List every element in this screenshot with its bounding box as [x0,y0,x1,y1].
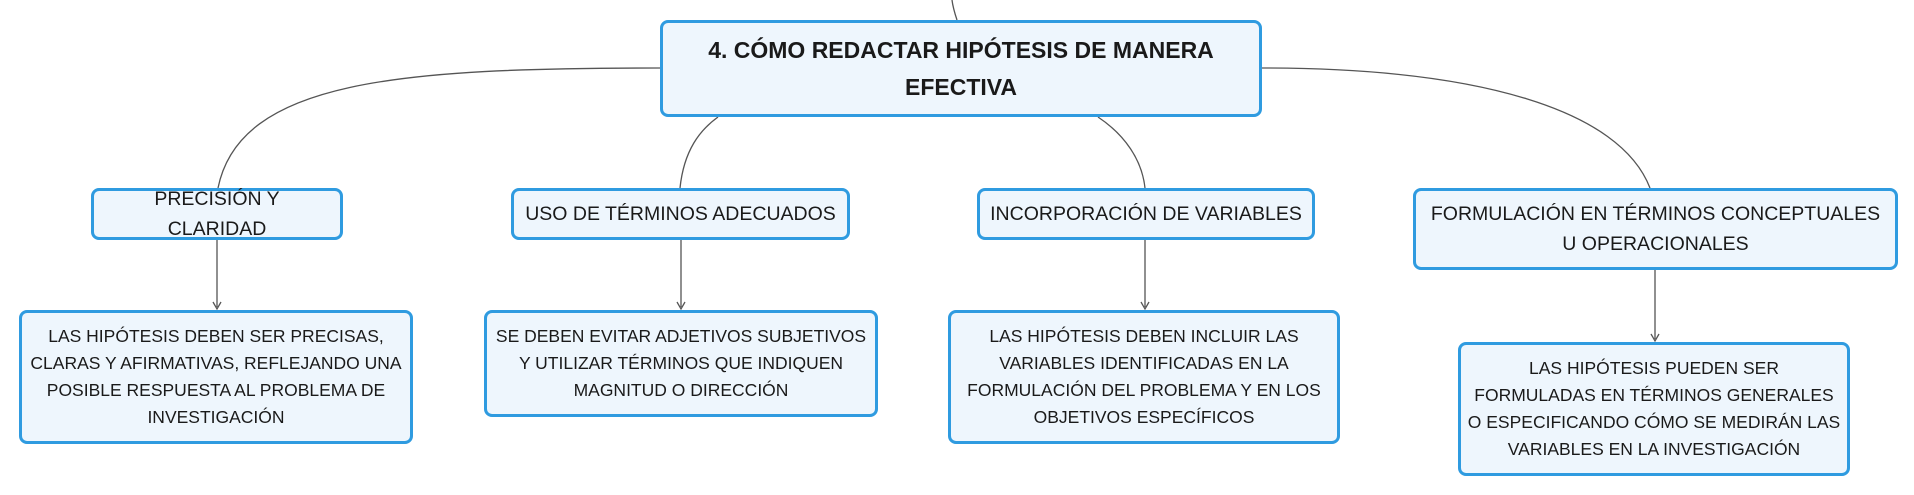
detail-text: LAS HIPÓTESIS PUEDEN SER FORMULADAS EN TÉRMINOS GENERALES O ESPECIFICANDO CÓMO SE MEDIRÁN LAS VARIABLES EN LA INVESTIGACIÓN [1467,358,1841,459]
arrowhead [213,302,221,309]
branch-title: USO DE TÉRMINOS ADECUADOS [525,203,836,225]
detail-node-terms[interactable] [484,310,878,417]
connector-root-to-formulation [1262,68,1650,188]
detail-text: SE DEBEN EVITAR ADJETIVOS SUBJETIVOS Y UTILIZAR TÉRMINOS QUE INDIQUEN MAGNITUD O DIRECCIÓN [495,326,867,400]
detail-text: LAS HIPÓTESIS DEBEN INCLUIR LAS VARIABLES IDENTIFICADAS EN LA FORMULACIÓN DEL PROBLEMA Y EN LOS OBJETIVOS ESPECÍFICOS [967,326,1321,427]
branch-title: PRECISIÓN Y CLARIDAD [154,188,280,240]
arrowhead [1651,334,1659,341]
detail-node-precision[interactable] [19,310,413,444]
connector-root-to-terms [680,117,718,188]
branch-node-variables[interactable] [977,188,1315,240]
detail-node-formulation[interactable] [1458,342,1850,476]
branch-node-formulation[interactable] [1413,188,1898,270]
arrowhead [1141,302,1149,309]
branch-node-terms[interactable] [511,188,850,240]
root-topic-title: 4. CÓMO REDACTAR HIPÓTESIS DE MANERA EFECTIVA [708,36,1214,100]
connector-root-to-precision [218,68,660,188]
arrowhead [677,302,685,309]
connector-root-to-variables [1098,117,1145,188]
branch-title: FORMULACIÓN EN TÉRMINOS CONCEPTUALES U OPERACIONALES [1430,203,1881,255]
root-topic-node[interactable] [660,20,1262,117]
detail-node-variables[interactable] [948,310,1340,444]
branch-title: INCORPORACIÓN DE VARIABLES [990,203,1302,225]
branch-node-precision[interactable] [91,188,343,240]
parent-connector-line [952,0,957,20]
detail-text: LAS HIPÓTESIS DEBEN SER PRECISAS, CLARAS Y AFIRMATIVAS, REFLEJANDO UNA POSIBLE RESPUESTA AL PROBLEMA DE INVESTIGACIÓN [30,326,402,427]
